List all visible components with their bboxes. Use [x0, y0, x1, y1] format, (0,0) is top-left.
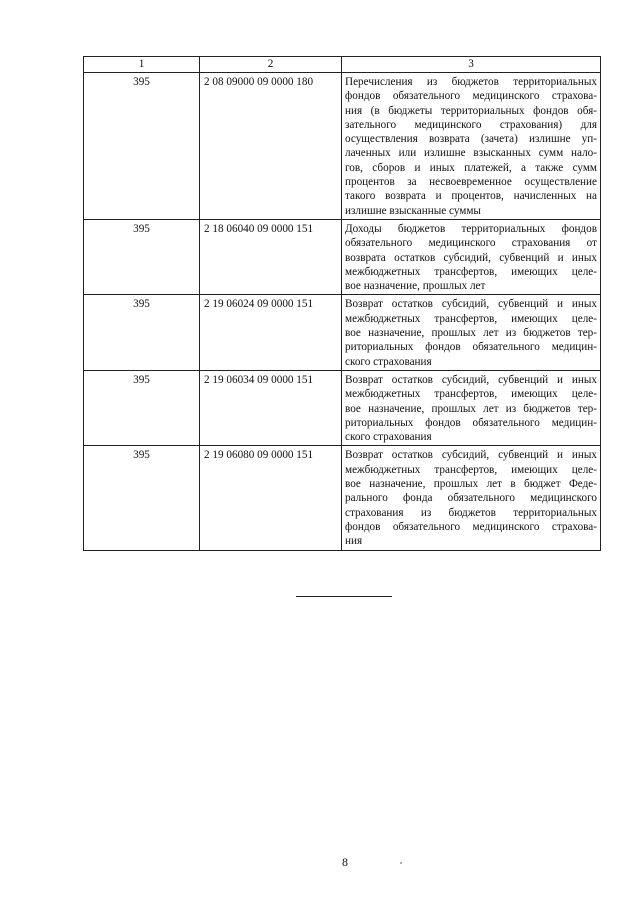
description-line: гов, сборов и иных платежей, а также сумм: [345, 161, 597, 174]
description-line: рального фонда обязательного медицинского: [345, 492, 597, 505]
description-line: такого возврата и процентов, начисленных на: [345, 190, 597, 203]
description-line: ского страхования: [345, 355, 432, 368]
description-line: лаченных или излишне взысканных сумм нало-: [345, 147, 597, 160]
description-line: вое назначение, прошлых лет из бюджетов тер-: [345, 327, 597, 340]
description-line: страхования из бюджетов территориальных: [345, 506, 597, 519]
description-line: Возврат остатков субсидий, субвенций и иных: [345, 449, 597, 462]
table-row: [84, 73, 601, 220]
header-col-3: 3: [342, 57, 601, 73]
header-col-1: 1: [84, 57, 200, 73]
description-line: риториальных фондов обязательного медицин-: [345, 416, 597, 429]
kbk-code-cell: 2 19 06024 09 0000 151: [200, 295, 342, 370]
description-line: вое назначение, прошлых лет из бюджетов тер-: [345, 402, 597, 415]
description-line: осуществления возврата (зачета) излишне уп-: [345, 133, 597, 146]
header-row: [84, 57, 601, 73]
description-line: ния: [345, 535, 363, 548]
budget-codes-table: [83, 56, 601, 551]
table-body: [84, 73, 601, 551]
scan-speck: [400, 862, 402, 864]
description-line: Возврат остатков субсидий, субвенций и иных: [345, 373, 597, 386]
description-line: вое назначение, прошлых лет в бюджет Феде-: [345, 478, 597, 491]
description-cell: [342, 219, 601, 294]
page-number: 8: [342, 855, 348, 869]
description-line: ского страхования: [345, 431, 432, 444]
kbk-code-cell: 2 19 06034 09 0000 151: [200, 370, 342, 445]
description-line: риториальных фондов обязательного медицин-: [345, 341, 597, 354]
description-cell: [342, 73, 601, 220]
admin-code-cell: 395: [84, 370, 200, 445]
description-cell: [342, 295, 601, 370]
kbk-code-cell: 2 08 09000 09 0000 180: [200, 73, 342, 220]
description-line: зательного медицинского страхования) для: [345, 118, 597, 131]
description-line: фондов обязательного медицинского страхова-: [345, 90, 597, 103]
description-line: Перечисления из бюджетов территориальных: [345, 76, 597, 88]
kbk-code-cell: 2 18 06040 09 0000 151: [200, 219, 342, 294]
description-line: процентов за несвоевременное осуществление: [345, 176, 597, 189]
admin-code-cell: 395: [84, 446, 200, 550]
header-col-2: 2: [200, 57, 342, 73]
description-line: обязательного медицинского страхования от: [345, 237, 597, 250]
table-row: [84, 446, 601, 550]
description-line: вое назначение, прошлых лет: [345, 280, 486, 293]
admin-code-cell: 395: [84, 295, 200, 370]
admin-code-cell: 395: [84, 219, 200, 294]
description-cell: [342, 370, 601, 445]
description-line: ния (в бюджеты территориальных фондов обя-: [345, 104, 597, 117]
description-line: фондов обязательного медицинского страхова-: [345, 520, 597, 533]
kbk-code-cell: 2 19 06080 09 0000 151: [200, 446, 342, 550]
table-header: [84, 57, 601, 73]
table-row: [84, 219, 601, 294]
description-line: межбюджетных трансфертов, имеющих целе-: [345, 463, 597, 476]
description-line: возврата остатков субсидий, субвенций и иных: [345, 251, 597, 264]
description-line: излишне взысканные суммы: [345, 204, 481, 217]
description-cell: [342, 446, 601, 550]
description-line: межбюджетных трансфертов, имеющих целе-: [345, 265, 597, 278]
table-row: [84, 295, 601, 370]
table-row: [84, 370, 601, 445]
description-line: межбюджетных трансфертов, имеющих целе-: [345, 388, 597, 401]
admin-code-cell: 395: [84, 73, 200, 220]
description-line: Доходы бюджетов территориальных фондов: [345, 222, 597, 235]
description-line: межбюджетных трансфертов, имеющих целе-: [345, 312, 597, 325]
end-of-table-rule: [296, 596, 392, 597]
description-line: Возврат остатков субсидий, субвенций и иных: [345, 298, 597, 311]
